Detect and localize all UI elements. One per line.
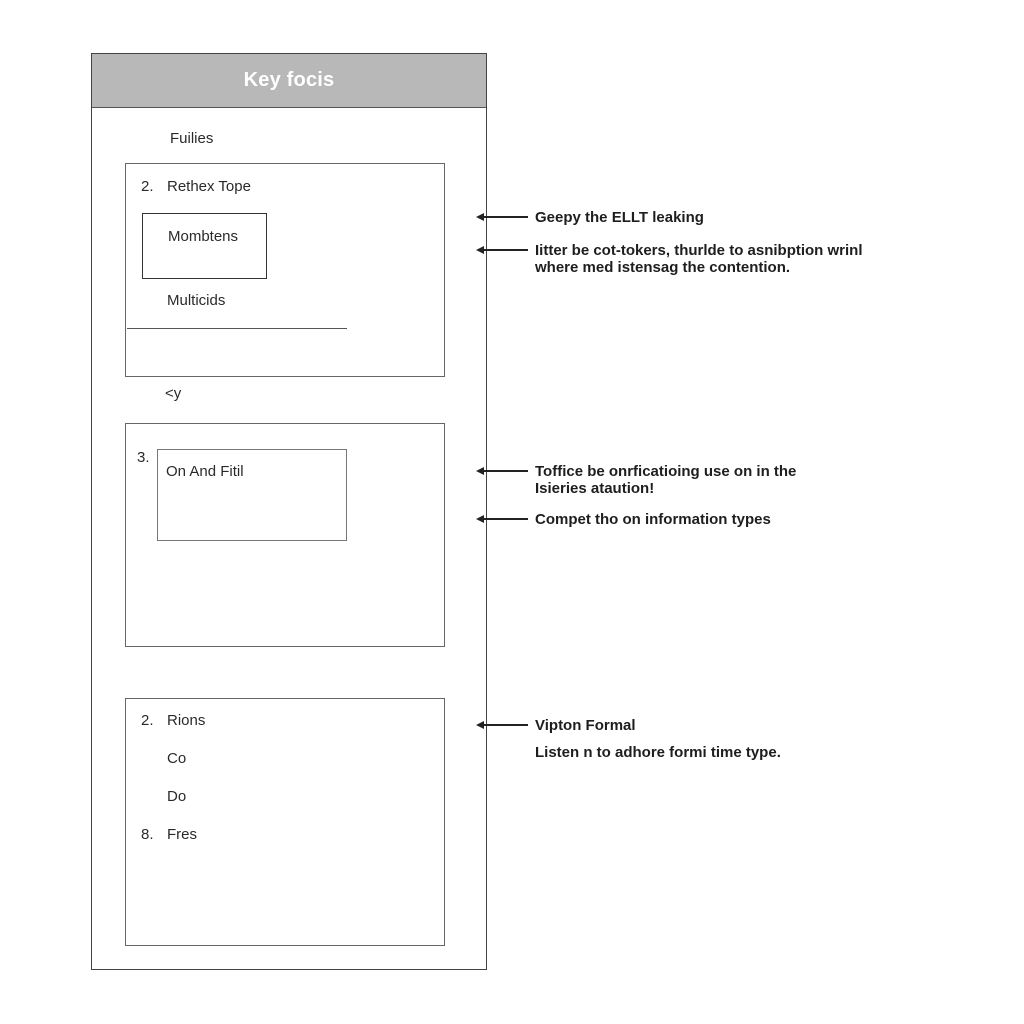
annotation-2 — [535, 242, 863, 276]
section-1-label: Rethex Tope — [167, 178, 251, 195]
panel-subheading: Fuilies — [170, 130, 214, 147]
left-arrow-icon — [476, 245, 528, 255]
left-arrow-icon — [476, 514, 528, 524]
panel-title: Key focis — [243, 69, 335, 91]
left-arrow-icon — [476, 212, 528, 222]
section-1-divider — [127, 328, 347, 329]
annotation-2-line-1: Iitter be cot-tokers, thurlde to asnibption wrinl — [535, 242, 863, 259]
section-3-label: Rions — [167, 712, 206, 729]
panel-header — [92, 54, 486, 108]
section-2-inner-box-label: On And Fitil — [166, 463, 244, 480]
annotation-2-line-2: where med istensag the contention. — [535, 259, 791, 276]
section-1-inner-box — [142, 213, 267, 279]
left-arrow-icon — [476, 466, 528, 476]
section-3-item-2: Do — [167, 788, 187, 805]
section-3-item-1: Co — [167, 750, 187, 767]
section-1-number: 2. — [141, 178, 154, 195]
annotation-5: Vipton Formal — [535, 717, 636, 734]
annotation-3 — [535, 463, 796, 497]
between-label: <y — [165, 385, 182, 402]
left-arrow-icon — [476, 720, 528, 730]
annotation-6: Listen n to adhore formi time type. — [535, 744, 781, 761]
section-3-box — [125, 698, 445, 946]
annotation-4: Compet tho on information types — [535, 511, 771, 528]
annotation-1: Geepy the ELLT leaking — [535, 209, 704, 226]
section-3-item-3: Fres — [167, 826, 197, 843]
section-1-item: Multicids — [167, 292, 226, 309]
section-3-number: 2. — [141, 712, 154, 729]
section-2-number: 3. — [137, 449, 150, 466]
section-3-number-2: 8. — [141, 826, 154, 843]
annotation-3-line-2: Isieries atautionǃ — [535, 480, 655, 497]
section-1-inner-box-label: Mombtens — [168, 228, 239, 245]
annotation-3-line-1: Toffice be onrficatioing use on in the — [535, 463, 797, 480]
